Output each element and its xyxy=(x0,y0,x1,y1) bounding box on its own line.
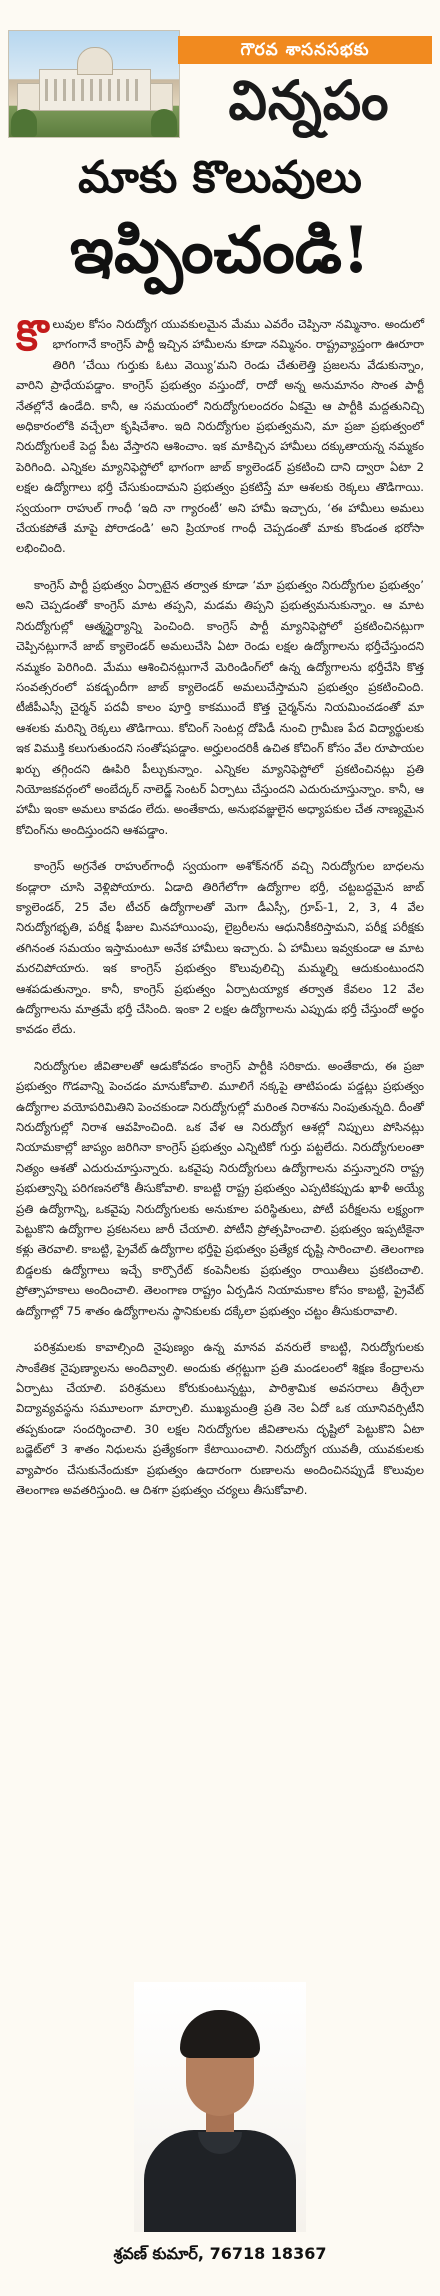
paragraph-4: నిరుద్యోగుల జీవితాలతో ఆడుకోవడం కాంగ్రెస్ పార్టీకి సరికాదు. అంతేకాదు, ఈ ప్రజా ప్రభుత్వం గొడవాన్ని పెంచడం మానుకోవాలి. మూలిగే నక్కపై తాటిపండు పడ్డట్లు ప్రభుత్వం ఉద్యోగాల వయోపరిమితిని పెంచకుండా నిరుద్యోగుల్లో మరింత నిరాశను నింపుతున్నది. దీంతో నిరుద్యోగుల్లో నిరాశ ఆవహించింది. ఒక వేళ ఆ నిరుద్యోగ ఆశల్లో నిప్పులు పోసినట్లు నియామకాల్లో జాప్యం జరిగినా కాంగ్రెస్ ప్రభుత్వం ఎన్నిటికో గుర్తు పట్టలేదు. నిరుద్యోగులంతా నిత్యం ఆశతో ఎదురుచూస్తున్నారు. ఒకవైపు నిరుద్యోగులు ఉద్యోగాలను వస్తున్నారని రాష్ట్ర ప్రభుత్వాన్ని పరిగణనలోకి తీసుకోవాలి. కాబట్టి రాష్ట్ర ప్రభుత్వం ఎప్పటికప్పుడు ఖాళీ అయ్యే ప్రతి ఉద్యోగాన్ని, ఒకవైపు నిరుద్యోగులకు అనుకూల పరిస్థితులు, పోటీ పరీక్షలను లక్ష్యంగా పెట్టుకొని ఉద్యోగాల ప్రకటనలు జారీ చేయాలి. పోటీని ప్రోత్సహించాలి. ప్రభుత్వం ఇప్పటికైనా కళ్లు తెరవాలి. కాబట్టి, ప్రైవేట్ ఉద్యోగాల భర్తీపై ప్రభుత్వం ప్రత్యేక దృష్టి సారించాలి. తెలంగాణ బిడ్డలకు ఉద్యోగాలు ఇచ్చే కార్పొరేట్ కంపెనీలకు ప్రభుత్వం రాయితీలు ప్రకటించాలి. ప్రోత్సాహకాలు అందించాలి. తెలంగాణ రాష్ట్రం ఏర్పడిన నియామకాల కోసం కాబట్టి, ప్రైవేట్ ఉద్యోగాల్లో 75 శాతం ఉద్యోగాలను స్థానికులకు దక్కేలా ప్రభుత్వం చట్టం తీసుకురావాలి. xyxy=(16,1058,424,1318)
author-byline: శ్రవణ్ కుమార్, 76718 18367 xyxy=(113,2244,327,2263)
header-banner xyxy=(8,30,432,136)
column-strip-title: గౌరవ శాసనసభకు xyxy=(178,36,432,64)
paragraph-2: కాంగ్రెస్ పార్టీ ప్రభుత్వం ఏర్పాటైన తర్వాత కూడా ‘మా ప్రభుత్వం నిరుద్యోగుల ప్రభుత్వం’ అని చెప్పడంతో కాంగ్రెస్ మాట తప్పని, మడమ తిప్పని ప్రభుత్వమనుకున్నాం. ఆ మాట నిరుద్యోగుల్లో ఆత్మస్థైర్యాన్ని పెంచింది. కాంగ్రెస్ పార్టీ మ్యానిఫెస్టోలో ప్రకటించినట్లుగా చెప్పినట్లుగానే జాబ్ క్యాలెండర్ అమలుచేసి ఏటా రెండు లక్షల ఉద్యోగాలను భర్తీచేస్తుందని నమ్మకం పెరిగింది. మేము ఆశించినట్లుగానే మెరిండింగ్‌లో ఉన్న ఉద్యోగాలను భర్తీచేసి కొత్త సంవత్సరంలో పకడ్బందీగా జాబ్ క్యాలెండర్ అమలుచేస్తామని ప్రభుత్వం ప్రకటించింది. టీజీపీఎస్సీ చైర్మన్ పదవీ కాలం పూర్తి కాకముందే కొత్త చైర్మన్‌ను నియమించడంతో మా ఆశలకు మరిన్ని రెక్కలు తొడిగాయి. కోచింగ్ సెంటర్ల దోపిడీ నుంచి గ్రామీణ పేద విద్యార్థులకు ఇక విముక్తి కలుగుతుందని సంతోషపడ్డాం. అర్హులందరికీ ఉచిత కోచింగ్ కోసం వేల రూపాయల ఖర్చు తగ్గిందని ఊపిరి పీల్చుకున్నాం. ఎన్నికల మ్యానిఫెస్టోలో ప్రకటించినట్లు ప్రతి నియోజకవర్గంలో అంబేద్కర్ నాలెడ్జ్ సెంటర్ ఏర్పాటు చేస్తుందని ఎదురుచూస్తున్నాం. కానీ, ఆ హామీ ఇంకా అమలు కావడం లేదు. అంతేకాదు, అనుభవజ్ఞులైన అధ్యాపకుల చేత నాణ్యమైన కోచింగ్‌ను అందిస్తుందని ఆశపడ్డాం. xyxy=(16,577,424,837)
headline-line-2: ఇప్పించండి! xyxy=(69,213,371,288)
drop-cap: కొ xyxy=(16,311,49,360)
article-body xyxy=(16,311,424,1516)
assembly-building-photo xyxy=(8,30,180,138)
paragraph-5: పరిశ్రమలకు కావాల్సింది నైపుణ్యం ఉన్న మానవ వనరులే కాబట్టి, నిరుద్యోగులకు సాంకేతిక నైపుణ్యాలను అందివ్వాలి. అందుకు తగ్గట్టుగా ప్రతి మండలంలో శిక్షణ కేంద్రాలను ఏర్పాటు చేయాలి. పరిశ్రమలు కోరుకుంటున్నట్టు, పారిశ్రామిక అవసరాలు తీర్చేలా విద్యావ్యవస్థను సమూలంగా మార్చాలి. ముఖ్యమంత్రి ప్రతి నెల ఏదో ఒక యూనివర్సిటీని తప్పకుండా సందర్శించాలి. 30 లక్షల నిరుద్యోగుల జీవితాలను దృష్టిలో పెట్టుకొని ఏటా బడ్జెట్‌లో 3 శాతం నిధులను ప్రత్యేకంగా కేటాయించాలి. నిరుద్యోగ యువతీ, యువకులకు వ్యాపారం చేసుకునేందుకూ ప్రభుత్వం ఉదారంగా రుణాలను అందించినప్పుడే కొలువుల తెలంగాణ అవతరిస్తుంది. ఆ దిశగా ప్రభుత్వం చర్యలు తీసుకోవాలి. xyxy=(16,1340,424,1497)
paragraph-3: కాంగ్రెస్ అగ్రనేత రాహుల్‌గాంధీ స్వయంగా అశోక్‌నగర్ వచ్చి నిరుద్యోగుల బాధలను కండ్లారా చూసి వెళ్లిపోయారు. ఏడాది తిరిగేలోగా ఉద్యోగాల భర్తీ, చట్టబద్ధమైన జాబ్ క్యాలెండర్, 25 వేల టీచర్ ఉద్యోగాలతో మెగా డీఎస్సీ, గ్రూప్-1, 2, 3, 4 వేల నిరుద్యోగభృతి, పరీక్ష ఫీజుల మినహాయింపు, లైబ్రరీలను ఆధునికీకరిస్తామని, పరీక్ష పరీక్షకు తగినంత సమయం ఇస్తామంటూ అనేక హామీలు ఇచ్చారు. ఏ హామీలు ఇవ్వకుండా ఆ మాట మరచిపోయారు. ఇక కాంగ్రెస్ ప్రభుత్వం కొలువులిచ్చి మమ్మల్ని ఆదుకుంటుందని ఆశపడుతున్నాం. కానీ, కాంగ్రెస్ ప్రభుత్వం ఏర్పాటయ్యాక తర్వాత కేవలం 12 వేల ఉద్యోగాలను మాత్రమే భర్తీ చేసింది. ఇంకా 2 లక్షల ఉద్యోగాలను ఎప్పుడు భర్తీ చేస్తుందో అర్థం కావడం లేదు. xyxy=(16,859,424,1037)
headline-line-1: మాకు కొలువులు xyxy=(78,152,362,203)
author-portrait xyxy=(134,1982,306,2232)
column-name: విన్నపం xyxy=(228,68,390,132)
paragraph-1: కొలువుల కోసం నిరుద్యోగ యువకులమైన మేము ఎవరేం చెప్పినా నమ్మినాం. అందులో భాగంగానే కాంగ్రెస్ పార్టీ ఇచ్చిన హామీలను కూడా నమ్మినం. రాష్ట్రవ్యాప్తంగా ఊరూరా తిరిగి ‘చేయి గుర్తుకు ఓటు వెయ్యి’మని రెండు చేతులెత్తి ప్రజలను వేడుకున్నాం, వారిని ప్రాధేయపడ్డాం. కాంగ్రెస్ ప్రభుత్వం వస్తుందో, రాదో అన్న అనుమానం సొంత పార్టీ నేతల్లోనే ఉండేది. కానీ, ఆ సమయంలో నిరుద్యోగులందరం ఏకమై ఆ పార్టీకి మద్దతునిచ్చి అధికారంలోకి వచ్చేలా కృషిచేశాం. ఇది నిరుద్యోగుల ప్రభుత్వమని, మా ప్రజా ప్రభుత్వంలో నిరుద్యోగులకే పెద్ద పీట వేస్తారని ఆశించాం. ఇక మాకిచ్చిన హామీలు దక్కుతాయన్న నమ్మకం పెరిగింది. ఎన్నికల మ్యానిఫెస్టోలో భాగంగా జాబ్ క్యాలెండర్ ప్రకటించి దాని ద్వారా ఏటా 2 లక్షల ఉద్యోగాలు భర్తీ చేసుకుందామని ప్రభుత్వం ప్రకటిస్తే మా ఆశలకు రెక్కలు తొడిగాయి. స్వయంగా రాహుల్ గాంధీ ‘ఇది నా గ్యారంటీ’ అని హామీ ఇచ్చారు, ‘ఈ హామీలు అమలు చేయకపోతే మాపై పోరాడండి’ అని ప్రియాంక గాంధీ చెప్పడంతో మాకు కొండంత భరోసా లభించింది. xyxy=(16,311,424,556)
